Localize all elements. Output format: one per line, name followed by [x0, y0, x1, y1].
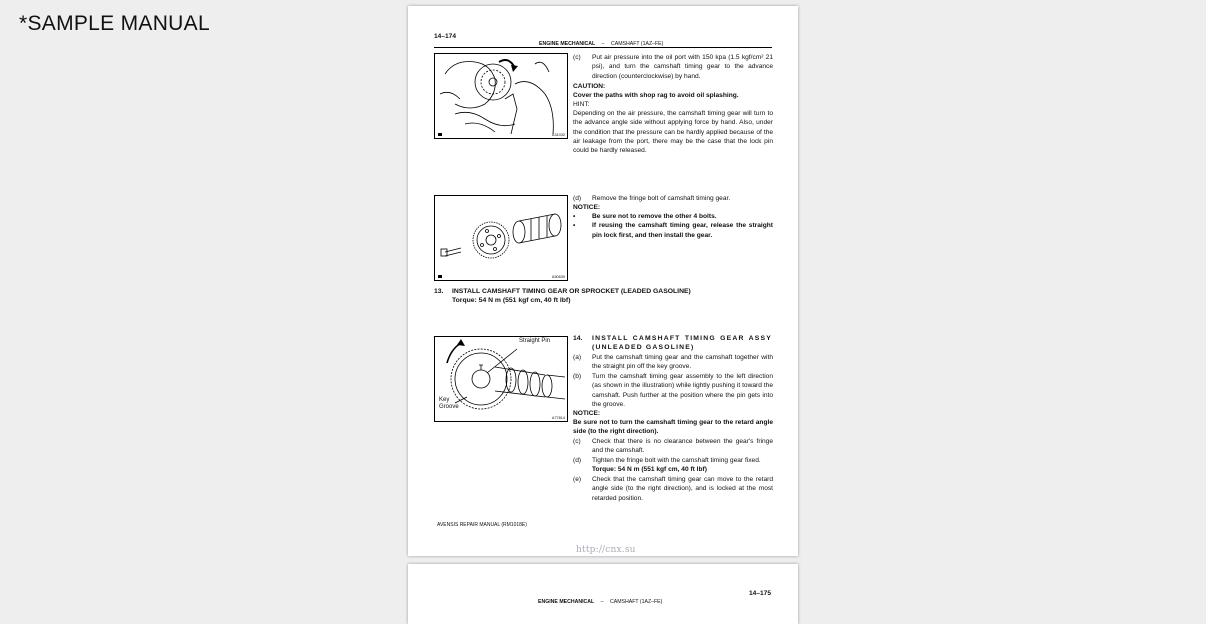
step-text: Tighten the fringe bolt with the camshaft timing gear fixed.: [592, 457, 761, 464]
hint-text: Depending on the air pressure, the camshaft timing gear will turn to the advance angle side without applying force by hand. Also, under the condition that the pressure can be hardly applied because of the air leakage from the port, there may be the case that the lock pin could be hardly released.: [573, 110, 773, 155]
step-c-check: [573, 437, 773, 456]
step-text: Turn the camshaft timing gear assembly to the left direction (as shown in the illustration) while lightly pushing it toward the camshaft. Push further at the position where the pin gets into the groove.: [592, 373, 773, 408]
sample-manual-title: *SAMPLE MANUAL: [19, 12, 210, 35]
step-a: [573, 353, 773, 372]
watermark-link: http://cnx.su: [576, 545, 636, 555]
step-d-remove-bolt: [573, 194, 773, 203]
header-section: ENGINE MECHANICAL: [539, 41, 596, 47]
step-label: (d): [573, 457, 582, 464]
step-13-title: INSTALL CAMSHAFT TIMING GEAR OR SPROCKET (LEADED GASOLINE): [452, 288, 691, 295]
step-13-number: 13.: [434, 288, 444, 295]
label-straight-pin: Straight Pin: [519, 338, 551, 344]
step-14-number: 14.: [573, 335, 583, 342]
step-text: Put the camshaft timing gear and the camshaft together with the straight pin off the key groove.: [592, 354, 773, 371]
step-14-title: INSTALL CAMSHAFT TIMING GEAR ASSY (UNLEADED GASOLINE): [592, 335, 772, 352]
notice-label: NOTICE:: [573, 204, 601, 211]
timing-gear-bolt-illustration: [435, 196, 567, 280]
step-text: Remove the fringe bolt of camshaft timing gear.: [592, 195, 731, 202]
step-label: (c): [573, 438, 581, 445]
step-label: (a): [573, 354, 582, 361]
page-number: 14–174: [434, 33, 457, 40]
figure-install-gear: [434, 336, 568, 422]
figure-code: A50639: [551, 275, 565, 279]
figure-code: A31032: [551, 133, 565, 137]
notice-bullet: [573, 221, 773, 240]
caution-label: CAUTION:: [573, 83, 606, 90]
bullet-icon: •: [573, 222, 576, 230]
notice-bullet: [573, 212, 773, 221]
header-rule: [434, 47, 772, 48]
figure-air-pressure: [434, 53, 568, 139]
figure-code: A77814: [551, 416, 565, 420]
step-c-air-pressure: [573, 53, 773, 81]
figure-remove-bolt: [434, 195, 568, 281]
manual-page-1: [408, 6, 798, 556]
page-footer: AVENSIS REPAIR MANUAL (RM1018E): [437, 522, 527, 528]
header-subsection: CAMSHAFT (1AZ–FE): [611, 41, 664, 47]
air-pressure-illustration: [435, 54, 567, 138]
bullet-icon: •: [573, 213, 576, 220]
notice-label: NOTICE:: [573, 410, 601, 417]
notice-bullet-list: [573, 212, 773, 240]
step-label: (d): [573, 195, 582, 202]
page-number: 14–175: [749, 590, 772, 597]
caution-text: Cover the paths with shop rag to avoid oil splashing.: [573, 92, 739, 99]
step-label: (c): [573, 54, 581, 61]
step-text: Check that there is no clearance between the gear's fringe and the camshaft.: [592, 438, 773, 455]
label-key-groove: Key Groove: [439, 397, 459, 410]
step-b: [573, 372, 773, 409]
bullet-text: If reusing the camshaft timing gear, release the straight pin lock first, and then install the gear.: [592, 222, 773, 239]
figure-marker-icon: [438, 275, 442, 278]
step-text: Put air pressure into the oil port with 150 kpa (1.5 kgf/cm² 21 psi), and turn the camshaft timing gear to the advance direction (counterclockwise) by hand.: [592, 54, 773, 80]
step-text: Check that the camshaft timing gear can move to the retard angle side (to the right direction), and is locked at the most retarded position.: [592, 476, 773, 502]
torque-spec: Torque: 54 N m (551 kgf cm, 40 ft lbf): [592, 466, 707, 474]
manual-page-2: [408, 564, 798, 624]
figure-marker-icon: [438, 133, 442, 136]
step-e: [573, 475, 773, 503]
header-separator: –: [600, 599, 604, 605]
step-13-torque: Torque: 54 N m (551 kgf cm, 40 ft lbf): [452, 297, 571, 304]
notice-text: Be sure not to turn the camshaft timing gear to the retard angle side (to the right direction).: [573, 419, 773, 436]
step-label: (e): [573, 476, 582, 483]
page-header: [538, 599, 662, 605]
step-label: (b): [573, 373, 582, 380]
hint-label: HINT:: [573, 101, 590, 108]
bullet-text: Be sure not to remove the other 4 bolts.: [592, 213, 717, 220]
step-d-tighten: [573, 456, 773, 475]
header-subsection: CAMSHAFT (1AZ–FE): [610, 599, 663, 605]
header-separator: –: [601, 41, 605, 47]
header-section: ENGINE MECHANICAL: [538, 599, 595, 605]
